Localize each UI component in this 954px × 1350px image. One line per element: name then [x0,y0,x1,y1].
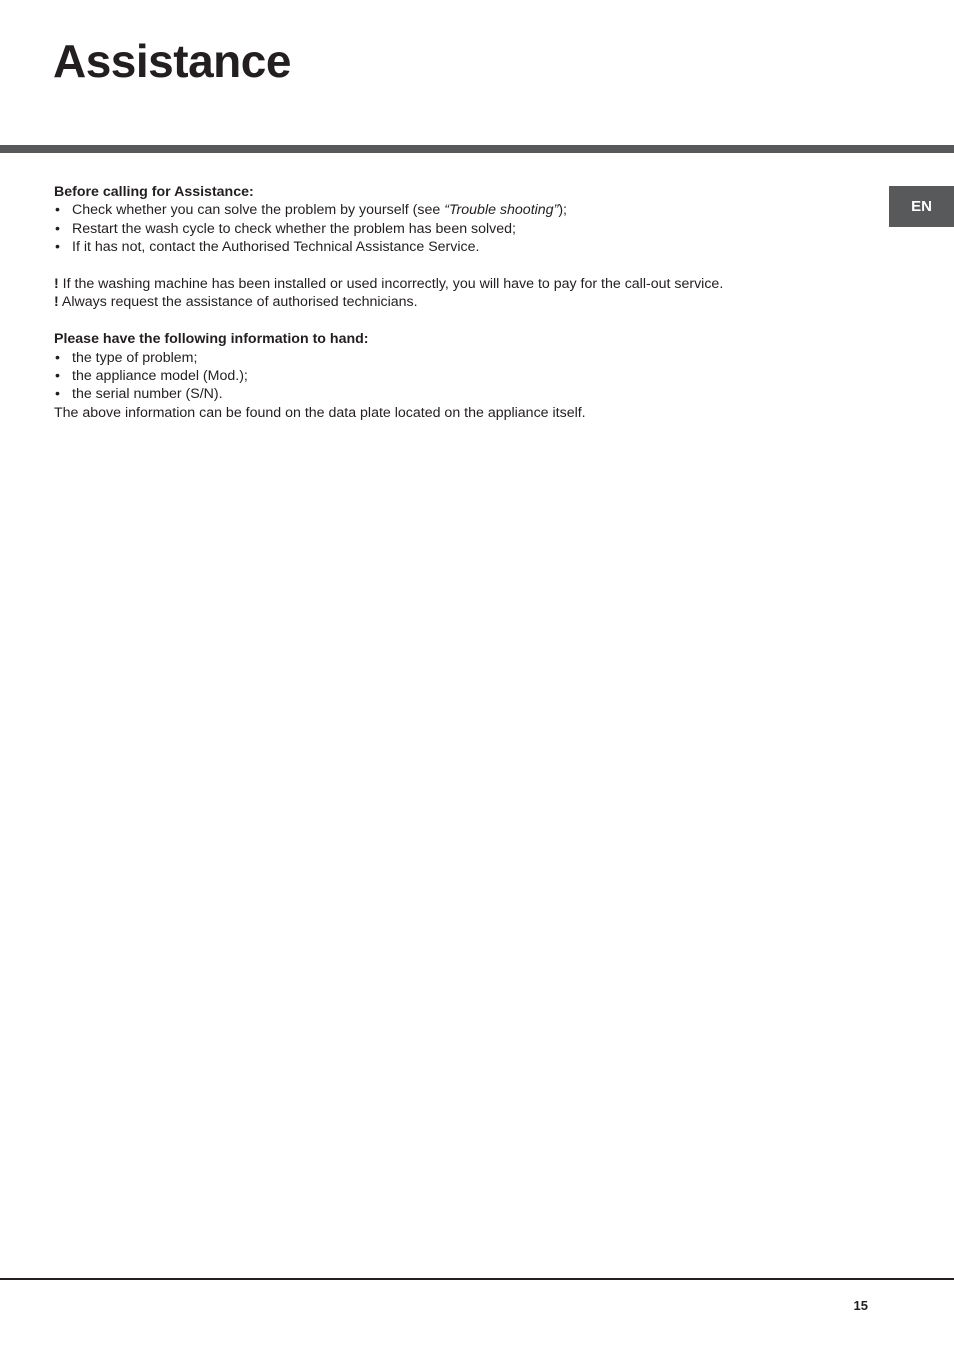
data-plate-note: The above information can be found on the data plate located on the appliance itself. [54,404,586,421]
header-divider-bar [0,145,954,153]
trouble-shooting-reference: “Trouble shooting” [444,202,559,219]
information-list [54,349,854,404]
language-tab-label: EN [911,198,932,215]
language-tab [889,186,954,227]
list-item-text: Check whether you can solve the problem by yourself (see [72,202,445,219]
list-item: • the appliance model (Mod.); [54,367,854,385]
warning-note-text: If the washing machine has been installed or used incorrectly, you will have to pay for the call-out service. [58,276,724,293]
warning-note [54,293,854,311]
main-content [54,183,854,422]
list-item-suffix: ); [558,202,567,219]
list-item-text: Restart the wash cycle to check whether the problem has been solved; [72,220,516,237]
list-item-text: If it has not, contact the Authorised Technical Assistance Service. [72,239,480,256]
before-calling-list [54,201,854,256]
warning-note-text: Always request the assistance of authorised technicians. [58,294,418,311]
page-number: 15 [853,1298,868,1313]
list-item: • the serial number (S/N). [54,385,854,403]
information-heading: Please have the following information to hand: [54,331,369,348]
warning-marker: ! [54,294,59,311]
before-calling-heading: Before calling for Assistance: [54,184,254,200]
spacer [54,312,854,330]
footer-rule [0,1278,954,1280]
list-item [54,201,854,219]
page-title: Assistance [53,35,291,87]
list-item: • the type of problem; [54,349,854,367]
spacer [54,257,854,275]
warning-marker: ! [54,276,59,293]
warning-note [54,275,854,293]
list-item [54,220,854,238]
list-item [54,238,854,256]
